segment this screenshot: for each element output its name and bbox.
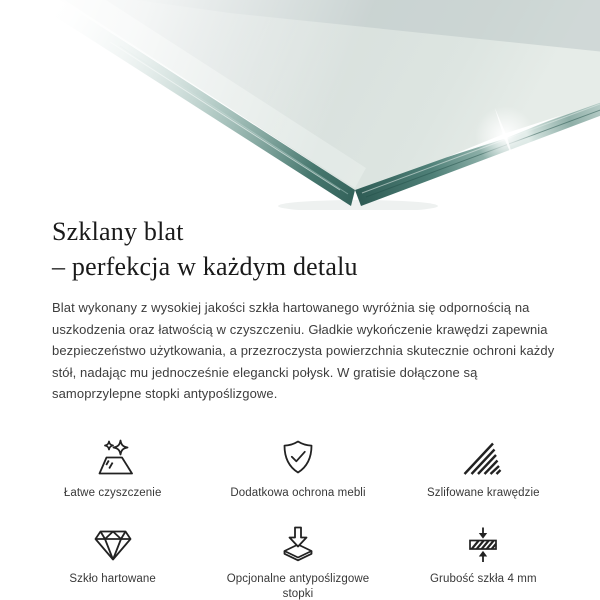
feature-label: Dodatkowa ochrona mebli [230, 486, 366, 499]
feature-label: Łatwe czyszczenie [63, 486, 162, 499]
anti-slip-pad-icon [277, 521, 319, 563]
sparkle-clean-icon [92, 435, 134, 477]
diamond-icon [92, 521, 134, 563]
feature-tempered-glass [20, 521, 205, 600]
feature-furniture-protection [205, 435, 390, 501]
glass-thickness-icon [462, 521, 504, 563]
photo-white-fade [0, 0, 600, 210]
section-title-line1: Szklany blat [52, 217, 184, 246]
feature-glass-thickness [391, 521, 576, 600]
section-title [52, 214, 560, 284]
feature-anti-slip-feet [205, 521, 390, 600]
description-paragraph: Blat wykonany z wysokiej jakości szkła hartowanego wyróżnia się odpornością na uszkodzenia oraz łatwością w czyszczeniu. Gładkie wykończenie krawędzi zapewnia bezpieczeństwo użytkowania, a przezroczysta powierzchnia skutecznie ochroni każdy stół, nadając mu jednocześnie elegancki połysk. W gratisie dołączone są samoprzylepne stopki antypoślizgowe. [52, 300, 555, 401]
feature-easy-cleaning [20, 435, 205, 501]
feature-label: Opcjonalne antypoślizgowe stopki [226, 572, 370, 600]
feature-grid [20, 435, 576, 600]
beveled-edges-icon [462, 435, 504, 477]
feature-polished-edges [391, 435, 576, 501]
feature-label: Szlifowane krawędzie [427, 486, 540, 499]
product-description-section [0, 210, 600, 600]
section-title-line2: – perfekcja w każdym detalu [52, 252, 358, 281]
shield-check-icon [278, 435, 318, 477]
feature-label: Szkło hartowane [69, 572, 156, 585]
glass-panel-photo [0, 0, 600, 210]
feature-label: Grubość szkła 4 mm [430, 572, 537, 585]
